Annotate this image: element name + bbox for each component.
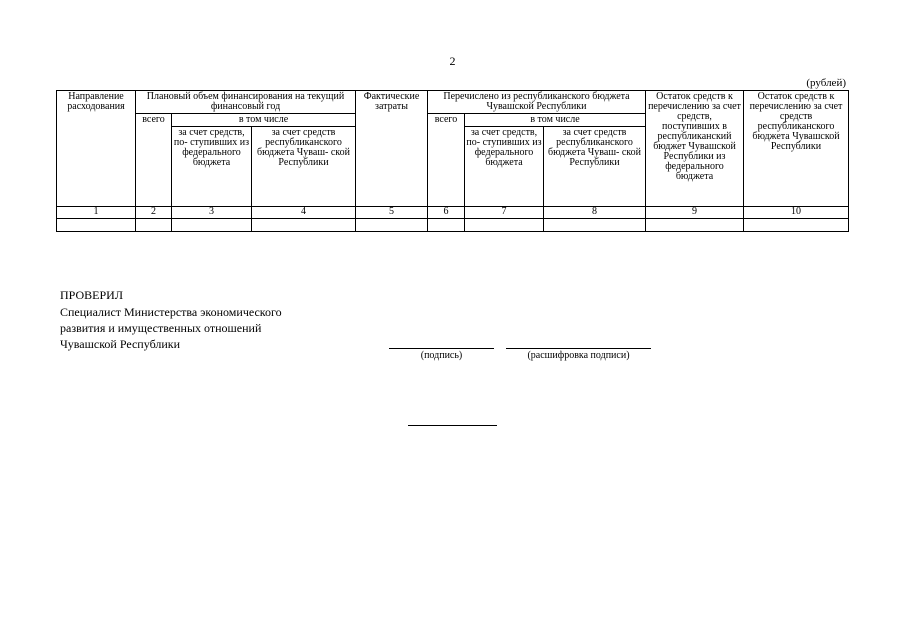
header-balance-republic: Остаток средств к перечислению за счет средств республиканского бюджета Чувашской Республики — [744, 91, 849, 207]
table-cell — [252, 219, 356, 232]
header-transferred-federal: за счет средств, по- ступивших из федерального бюджета — [465, 127, 544, 207]
report-table — [56, 90, 849, 232]
separator-line — [408, 425, 497, 426]
table-cell — [544, 219, 646, 232]
column-number: 6 — [428, 207, 465, 219]
header-planned-total: всего — [136, 114, 172, 207]
table-cell — [57, 219, 136, 232]
checked-by-title: ПРОВЕРИЛ — [60, 288, 123, 302]
header-transferred-including: в том числе — [465, 114, 646, 127]
position-line: развития и имущественных отношений — [60, 321, 262, 335]
header-direction: Направление расходования — [57, 91, 136, 207]
column-number: 2 — [136, 207, 172, 219]
table-cell — [172, 219, 252, 232]
units-label: (рублей) — [806, 77, 846, 89]
header-transferred-republic: за счет средств республиканского бюджета Чуваш- ской Республики — [544, 127, 646, 207]
column-number: 10 — [744, 207, 849, 219]
column-number: 1 — [57, 207, 136, 219]
table-cell — [465, 219, 544, 232]
header-transferred: Перечислено из республиканского бюджета Чувашской Республики — [428, 91, 646, 114]
header-transferred-total: всего — [428, 114, 465, 207]
checked-by-block — [60, 287, 282, 352]
header-balance-federal: Остаток средств к перечислению за счет средств, поступивших в республиканский бюджет Чувашской Республики из федерального бюджета — [646, 91, 744, 207]
column-number: 5 — [356, 207, 428, 219]
header-planned: Плановый объем финансирования на текущий финансовый год — [136, 91, 356, 114]
header-planned-including: в том числе — [172, 114, 356, 127]
column-number: 8 — [544, 207, 646, 219]
column-number: 7 — [465, 207, 544, 219]
page-number: 2 — [449, 54, 456, 68]
table-row — [57, 219, 849, 232]
position-line: Специалист Министерства экономического — [60, 305, 282, 319]
column-number: 4 — [252, 207, 356, 219]
position-line: Чувашской Республики — [60, 337, 181, 351]
header-planned-republic: за счет средств республиканского бюджета Чуваш- ской Республики — [252, 127, 356, 207]
table-cell — [136, 219, 172, 232]
column-number: 3 — [172, 207, 252, 219]
table-cell — [428, 219, 465, 232]
header-planned-federal: за счет средств, по- ступивших из федерального бюджета — [172, 127, 252, 207]
column-number: 9 — [646, 207, 744, 219]
signature-caption: (подпись) — [389, 348, 494, 361]
table-cell — [744, 219, 849, 232]
table-cell — [356, 219, 428, 232]
table-cell — [646, 219, 744, 232]
header-actual: Фактические затраты — [356, 91, 428, 207]
signature-decode-caption: (расшифровка подписи) — [506, 348, 651, 361]
